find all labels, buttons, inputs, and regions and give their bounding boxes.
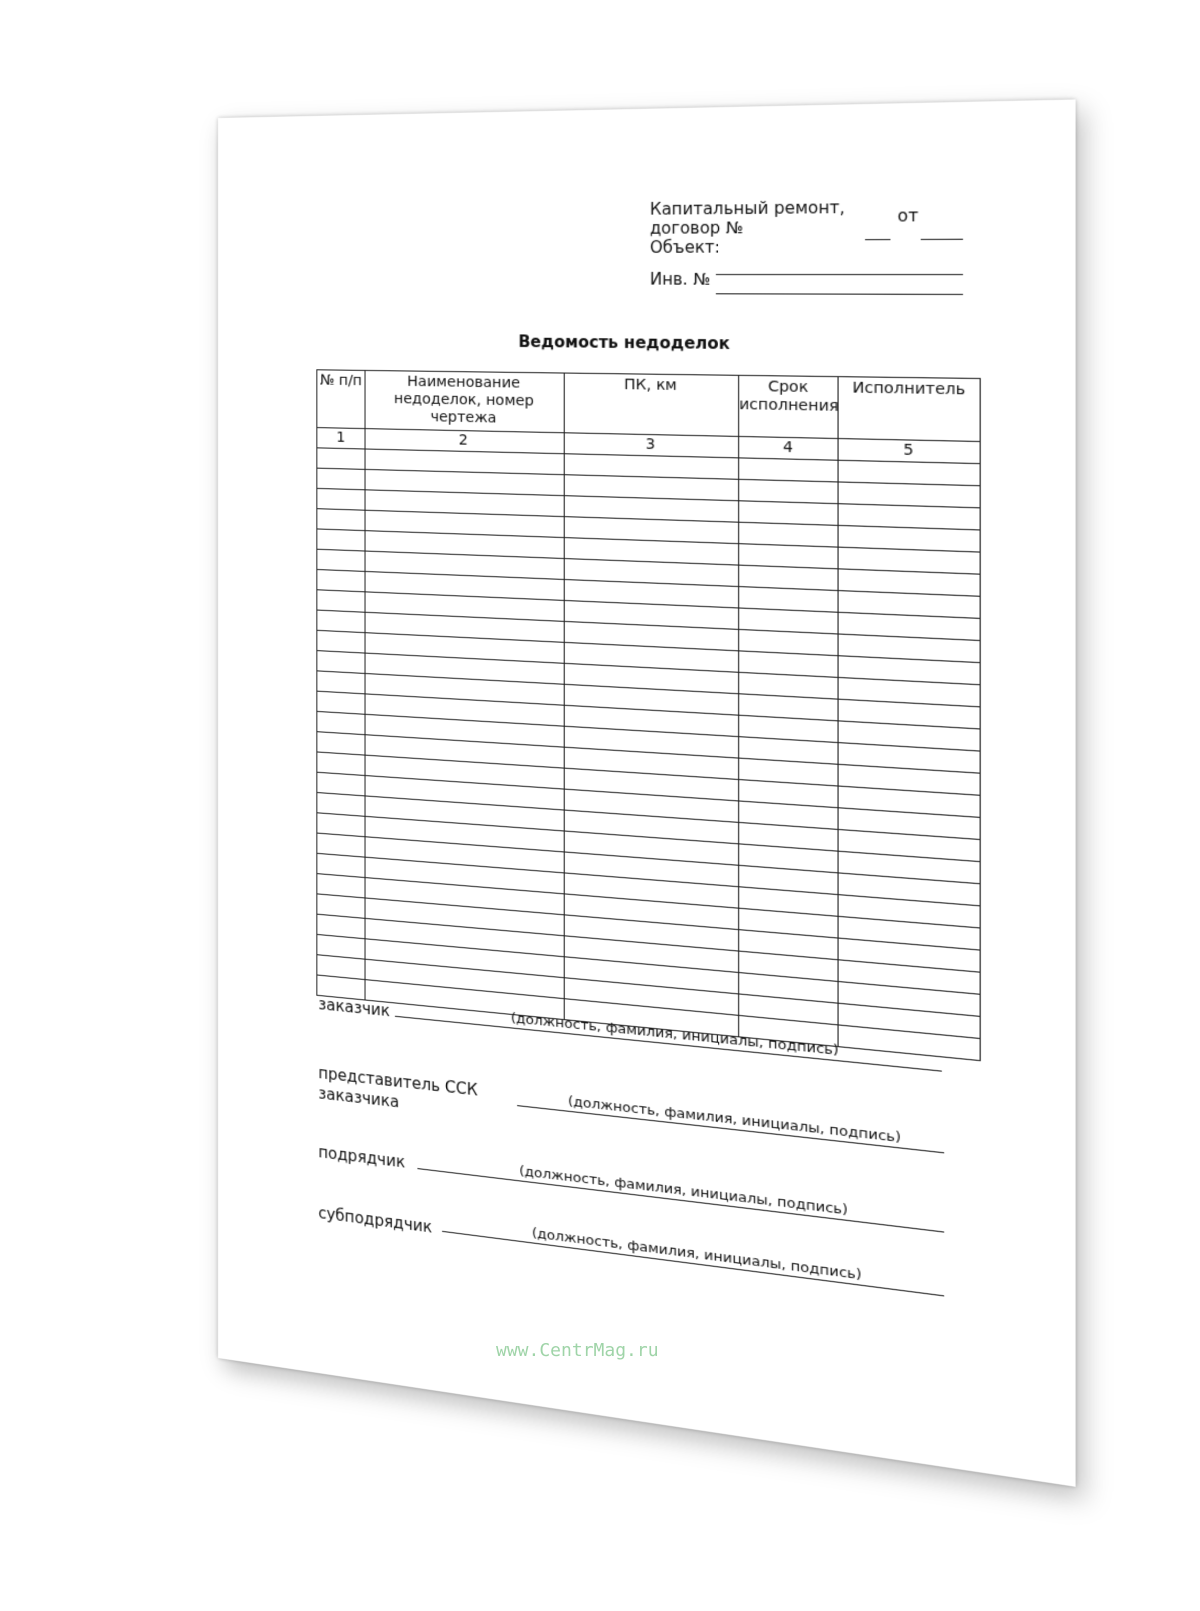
signature-line-subcontractor [442,1231,944,1297]
day-blank-line [865,239,890,240]
column-number: 4 [739,436,838,460]
column-number: 3 [564,433,738,458]
signature-hint-contractor: (должность, фамилия, инициалы, подпись) [519,1163,848,1219]
signature-hint-customer: (должность, фамилия, инициалы, подпись) [510,1010,839,1060]
signature-hint-ssk: (должность, фамилия, инициалы, подпись) [567,1093,902,1147]
inv-blank-line-2 [716,293,963,295]
table-cell [317,671,365,694]
defects-table [316,369,980,1061]
inv-blank-line-1 [716,274,963,275]
object-label: Объект: [649,237,721,258]
signature-hint-subcontractor: (должность, фамилия, инициалы, подпись) [531,1225,862,1284]
signature-label-customer: заказчик [318,994,390,1021]
table-cell [317,590,365,612]
signature-line-contractor [417,1168,944,1233]
table-cell [317,448,365,470]
table-cell [317,468,365,490]
table-cell [317,488,365,510]
column-header-deadline: Срок исполнения [739,375,838,438]
table-cell [317,651,365,674]
repair-label: Капитальный ремонт, [649,197,845,219]
column-header-executor: Исполнитель [838,377,980,442]
contract-label: договор № [649,218,744,238]
inv-label: Инв. № [649,269,711,289]
column-number: 2 [365,429,564,454]
table-cell [739,458,838,482]
table-cell [317,630,365,653]
signature-label-ssk: представитель ССК заказчика [318,1063,478,1112]
month-blank-line [921,239,963,240]
table-cell [317,529,365,551]
table-cell [739,479,838,503]
page-title: Ведомость недоделок [518,332,731,354]
document-content [218,99,1076,1486]
document-sheet [218,99,1076,1486]
from-label: от [897,205,919,226]
column-number: 5 [838,439,980,464]
signature-label-contractor: подрядчик [318,1142,406,1172]
table-cell [317,569,365,591]
column-header-name: Наименование недоделок, номер чертежа [365,370,564,432]
watermark-text: www.CentrMag.ru [496,1340,659,1361]
column-number: 1 [317,428,365,449]
table-cell [317,549,365,571]
column-header-number: № п/п [317,370,365,429]
signature-label-subcontractor: субподрядчик [318,1203,433,1237]
column-header-pk: ПК, км [564,373,738,436]
table-cell [317,691,365,714]
table-cell [317,610,365,633]
table-cell [317,509,365,531]
